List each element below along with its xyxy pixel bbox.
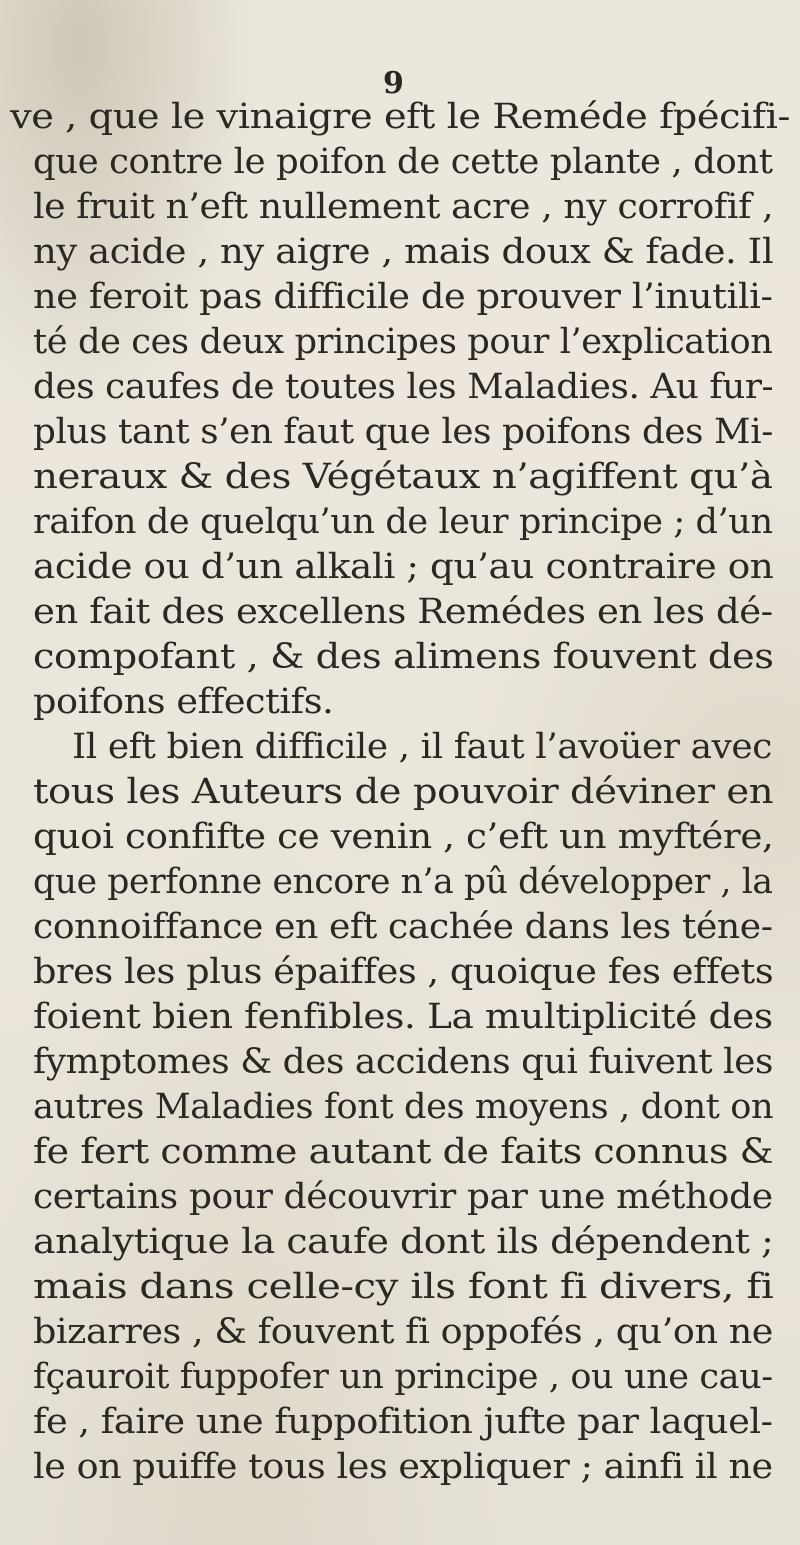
text-line: raifon de quelqu’un de leur principe ; d’un (33, 502, 773, 542)
text-line: certains pour découvrir par une méthode (33, 1177, 773, 1217)
text-line: connoiffance en eft cachée dans les téne- (33, 907, 773, 947)
text-line: plus tant s’en faut que les poifons des Mi- (33, 412, 773, 452)
text-line: compofant , & des alimens fouvent des (33, 637, 774, 677)
text-line: foient bien fenfibles. La multiplicité des (33, 997, 773, 1037)
text-line: neraux & des Végétaux n’agiffent qu’à (33, 457, 773, 497)
text-line: ne feroit pas difficile de prouver l’inutili- (33, 277, 773, 317)
text-line: fe , faire une fuppofition jufte par laquel- (33, 1402, 773, 1442)
text-line: fe fert comme autant de faits connus & (33, 1132, 774, 1172)
text-line: poifons effectifs. (33, 682, 334, 722)
text-line: acide ou d’un alkali ; qu’au contraire on (33, 547, 774, 587)
text-line: autres Maladies font des moyens , dont on (33, 1087, 774, 1127)
text-line: analytique la caufe dont ils dépendent ; (33, 1222, 774, 1262)
text-line: tous les Auteurs de pouvoir déviner en (33, 772, 774, 812)
text-line: fçauroit fuppofer un principe , ou une cau- (33, 1357, 773, 1397)
page-number: 9 (383, 66, 404, 101)
text-line: ve , que le vinaigre eft le Reméde fpécifi- (10, 97, 790, 137)
text-line: en fait des excellens Remédes en les dé- (33, 592, 773, 632)
text-line: té de ces deux principes pour l’explication (33, 322, 773, 362)
text-line: que contre le poifon de cette plante , dont (33, 142, 773, 182)
text-line: bres les plus épaiffes , quoique fes effets (33, 952, 774, 992)
text-line: quoi confifte ce venin , c’eft un myftére, (33, 817, 774, 857)
text-line: le fruit n’eft nullement acre , ny corrofif , (33, 187, 774, 227)
text-line: fymptomes & des accidens qui fuivent les (33, 1042, 773, 1082)
text-line: ny acide , ny aigre , mais doux & fade. Il (33, 232, 774, 272)
text-line: que perfonne encore n’a pû développer , la (33, 862, 773, 902)
text-line: le on puiffe tous les expliquer ; ainfi il ne (33, 1447, 773, 1487)
text-line: mais dans celle-cy ils font fi divers, fi (33, 1267, 774, 1307)
text-line: bizarres , & fouvent fi oppofés , qu’on ne (33, 1312, 773, 1352)
text-line: Il eft bien difficile , il faut l’avoüer avec (72, 727, 772, 767)
text-line: des caufes de toutes les Maladies. Au fur- (33, 367, 774, 407)
